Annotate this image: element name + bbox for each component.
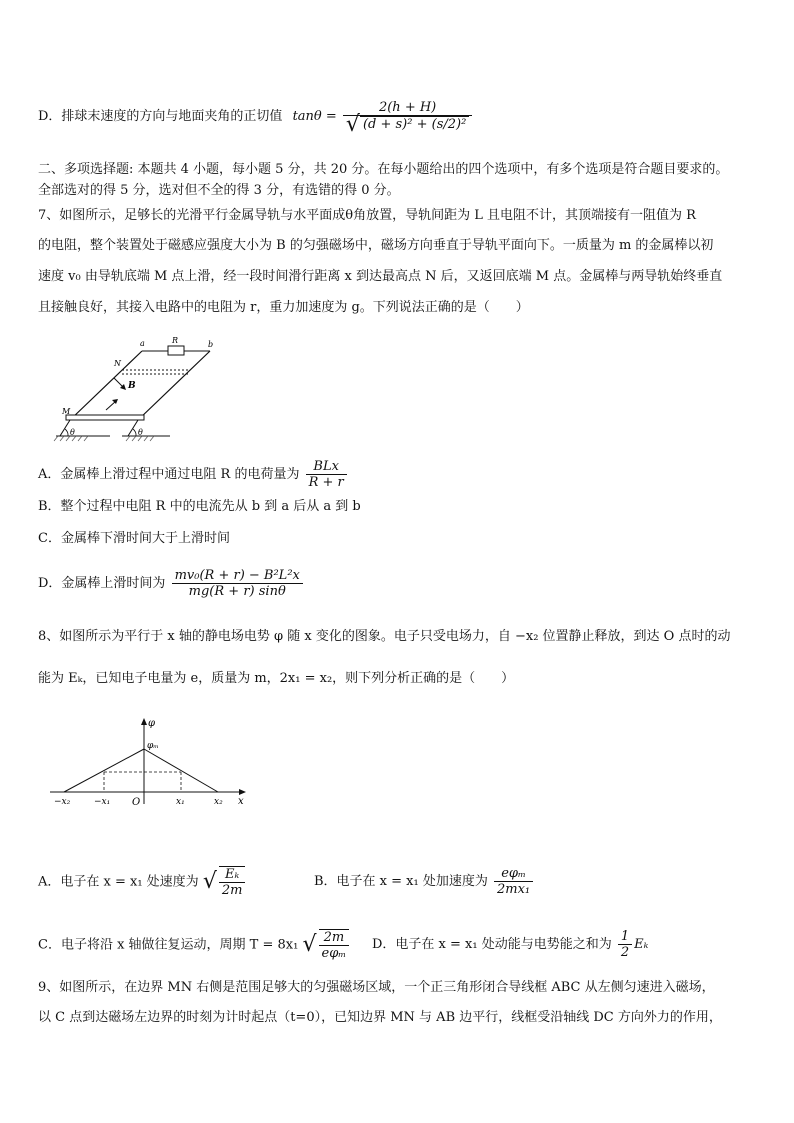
- q8-option-b-num: eφₘ: [494, 866, 533, 882]
- q6-option-d: [38, 100, 474, 137]
- q7-option-d-num: mv₀(R + r) − B²L²x: [172, 568, 303, 584]
- q7-option-d: [38, 568, 305, 599]
- q8-option-c-num: 2m: [319, 930, 350, 946]
- q7-option-d-fraction: [172, 568, 303, 599]
- q8-line2: 能为 Eₖ，已知电子电量为 e，质量为 m，2x₁ = x₂，则下列分析正确的是（ ）: [38, 671, 515, 686]
- q8-label-x1: x₁: [176, 797, 185, 807]
- q8-option-a: A．电子在 x = x₁ 处速度为 √ $\frac{\text{Eₖ}}{2m}$: [38, 866, 247, 898]
- q6d-lhs: tanθ =: [292, 109, 337, 124]
- q7-label-n: N: [114, 359, 121, 368]
- q8-potential-graph: [50, 716, 260, 816]
- q7-line4: 且接触良好，其接入电路中的电阻为 r，重力加速度为 g。下列说法正确的是（ ）: [38, 300, 529, 315]
- q8-option-a-den: 2m: [221, 883, 243, 898]
- resistor-icon: [168, 346, 184, 355]
- section2-line2: 全部选对的得 5 分，选对但不全的得 3 分，有选错的得 0 分。: [38, 183, 400, 198]
- q7-label-m: M: [62, 407, 71, 416]
- q8-label-x-axis: x: [238, 796, 244, 807]
- arrow-head-icon: [141, 718, 147, 725]
- q9-line1: 9、如图所示，在边界 MN 右侧是范围足够大的匀强磁场区域，一个正三角形闭合导线框 ABC 从左侧匀速进入磁场，: [38, 980, 715, 995]
- q7-option-c: C．金属棒下滑时间大于上滑时间: [38, 531, 230, 546]
- q8-option-b-den: 2mx₁: [497, 882, 531, 897]
- q8-option-a-radical: [219, 866, 246, 898]
- q8-option-d-tail: Eₖ: [634, 937, 649, 952]
- q7-left-support: [60, 420, 70, 436]
- arrow-head-icon: [239, 789, 246, 795]
- q7-angle-arc-left: [65, 429, 68, 436]
- q7-label-theta-left: θ: [70, 428, 75, 437]
- q8-option-a-num: Eₖ: [219, 867, 246, 883]
- q7-angle-arc-right: [133, 429, 136, 436]
- q8-option-d-text: D．电子在 x = x₁ 处动能与电势能之和为: [372, 937, 612, 952]
- q7-option-a-fraction: [306, 459, 347, 490]
- q8-label-x2: x₂: [214, 797, 223, 807]
- q8-option-b: [314, 866, 535, 897]
- q7-right-rail: [138, 351, 210, 420]
- q7-line2: 的电阻，整个装置处于磁感应强度大小为 B 的匀强磁场中，磁场方向垂直于导轨平面向下。一质量为 m 的金属棒以初: [38, 238, 714, 253]
- q6d-fraction: $\frac{2(h + H)}{\text{√ (d + s)² + (s/2)²}}$: [343, 100, 472, 133]
- q7-option-d-den: mg(R + r) sinθ: [188, 584, 286, 599]
- q7-option-b: B．整个过程中电阻 R 中的电流先从 b 到 a 后从 a 到 b: [38, 499, 361, 514]
- q8-option-d-num: 1: [618, 929, 632, 945]
- q7-label-r: R: [172, 336, 179, 345]
- q9-line2: 以 C 点到达磁场左边界的时刻为计时起点（t=0），已知边界 MN 与 AB 边平行，线框受沿轴线 DC 方向外力的作用，: [38, 1010, 722, 1025]
- q7-option-a-num: BLx: [306, 459, 347, 475]
- q8-label-phi: φ: [148, 718, 156, 729]
- q7-right-support: [128, 420, 138, 436]
- q8-label-neg-x1: −x₁: [94, 797, 111, 807]
- q7-label-field-b: B: [128, 381, 136, 391]
- q8-option-c: C．电子将沿 x 轴做往复运动，周期 T = 8x₁ √ $\frac{2m}{\text{eφₘ}}$: [38, 929, 351, 961]
- q6d-num: 2(h + H): [343, 100, 472, 116]
- q8-option-a-text: A．电子在 x = x₁ 处速度为: [38, 874, 199, 890]
- section2-line1: 二、多项选择题: 本题共 4 小题，每小题 5 分，共 20 分。在每小题给出的四个选项中，有多个选项是符合题目要求的。: [38, 162, 729, 177]
- q8-option-c-den: eφₘ: [321, 946, 347, 961]
- q8-option-d-fraction: [618, 929, 632, 960]
- q7-option-a-text: A．金属棒上滑过程中通过电阻 R 的电荷量为: [38, 467, 300, 482]
- q7-metal-bar: [66, 415, 144, 420]
- q7-line1: 7、如图所示，足够长的光滑平行金属导轨与水平面成θ角放置，导轨间距为 L 且电阻不计，其顶端接有一阻值为 R: [38, 208, 696, 223]
- q8-option-c-radical: [319, 929, 350, 961]
- q8-label-phim: φₘ: [147, 741, 159, 751]
- q6d-formula: [292, 100, 475, 137]
- q8-potential-left: [64, 749, 144, 792]
- q8-option-b-fraction: [494, 866, 533, 897]
- q7-label-b: b: [208, 340, 214, 349]
- q7-option-a: [38, 459, 349, 490]
- q6d-den: (d + s)² + (s/2)²: [360, 116, 469, 133]
- q7-rail-diagram: [50, 334, 240, 442]
- q8-option-d: [372, 929, 648, 960]
- q7-option-d-text: D．金属棒上滑时间为: [38, 576, 166, 591]
- q7-option-a-den: R + r: [308, 475, 344, 490]
- q8-option-c-text: C．电子将沿 x 轴做往复运动，周期 T = 8x₁: [38, 937, 299, 953]
- q7-line3: 速度 v₀ 由导轨底端 M 点上滑，经一段时间滑行距离 x 到达最高点 N 后，又返回底端 M 点。金属棒与两导轨始终垂直: [38, 269, 723, 284]
- q8-potential-right: [144, 749, 218, 792]
- q7-label-theta-right: θ: [138, 428, 143, 437]
- q8-line1: 8、如图所示为平行于 x 轴的静电场电势 φ 随 x 变化的图象。电子只受电场力，自 −x₂ 位置静止释放，到达 O 点时的动: [38, 629, 731, 644]
- q8-option-b-text: B．电子在 x = x₁ 处加速度为: [314, 874, 488, 889]
- q6d-label: D．排球末速度的方向与地面夹角的正切值: [38, 109, 283, 124]
- q8-label-origin: O: [132, 797, 141, 808]
- q7-label-a: a: [140, 339, 145, 348]
- q8-label-neg-x2: −x₂: [54, 797, 71, 807]
- q8-option-d-den: 2: [620, 945, 630, 960]
